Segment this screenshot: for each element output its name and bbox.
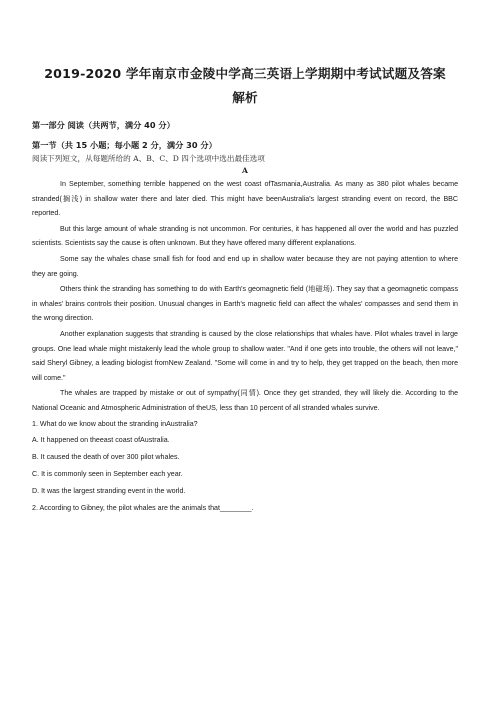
title-line-2: 解析 <box>232 90 258 105</box>
title-line-1: 2019-2020 学年南京市金陵中学高三英语上学期期中考试试题及答案 <box>44 66 446 81</box>
answer-option: C. It is commonly seen in September each year. <box>32 470 183 479</box>
paragraph: Others think the stranding has something to do with Earth's geomagnetic field (地磁场). They say that a geomagnetic compass in whales' brains controls their position. Unusual changes in Earth's magnetic field can affect the whales' compasses and send them in the wrong direction. <box>32 285 458 323</box>
answer-option: D. It was the largest stranding event in the world. <box>32 487 186 496</box>
paragraph: In September, something terrible happened on the west coast ofTasmania,Australia. As many as 380 pilot whales became stranded(搁浅) in shallow water there and later died. This might have beenAustralia's largest stranding event on record, the BBC reported. <box>32 180 458 218</box>
paragraph: Another explanation suggests that stranding is caused by the close relationships that whales have. Pilot whales travel in large groups. One lead whale might mistakenly lead the whole group to shallow water. "And if one gets into trouble, the others will not leave," said Sheryl Gibney, a leading biologist fromNew Zealand. "Some will come in and try to help, they get trapped on the beach, then more will come." <box>32 329 458 382</box>
paragraph: But this large amount of whale stranding is not uncommon. For centuries, it has happened all over the world and has puzzled scientists. Scientists say the cause is often unknown. But they have offered many different explanations. <box>32 224 458 248</box>
question-stem: 1. What do we know about the stranding inAustralia? <box>32 419 198 428</box>
paragraph: Some say the whales chase small fish for food and end up in shallow water because they are not paying attention to where they are going. <box>32 254 458 278</box>
paragraph: The whales are trapped by mistake or out of sympathy(同情). Once they get stranded, they will likely die. According to the National Oceanic and Atmospheric Administration of theUS, less than 10 percent of all stranded whales survive. <box>32 389 458 412</box>
document-title <box>32 62 458 110</box>
passage-body <box>32 177 458 416</box>
question-stem: 2. According to Gibney, the pilot whales are the animals that________. <box>32 503 254 512</box>
questions <box>32 417 458 516</box>
answer-option: A. It happened on theeast coast ofAustralia. <box>32 436 170 445</box>
answer-option: B. It caused the death of over 300 pilot whales. <box>32 453 180 462</box>
instruction-text: 阅读下列短文，从每题所给的 A、B、C、D 四个选项中选出最佳选项 <box>32 154 265 163</box>
part-heading: 第一部分 阅读（共两节，满分 40 分） <box>32 120 175 130</box>
passage-label: A <box>242 166 248 175</box>
section-heading: 第一节（共 15 小题；每小题 2 分，满分 30 分） <box>32 140 217 150</box>
